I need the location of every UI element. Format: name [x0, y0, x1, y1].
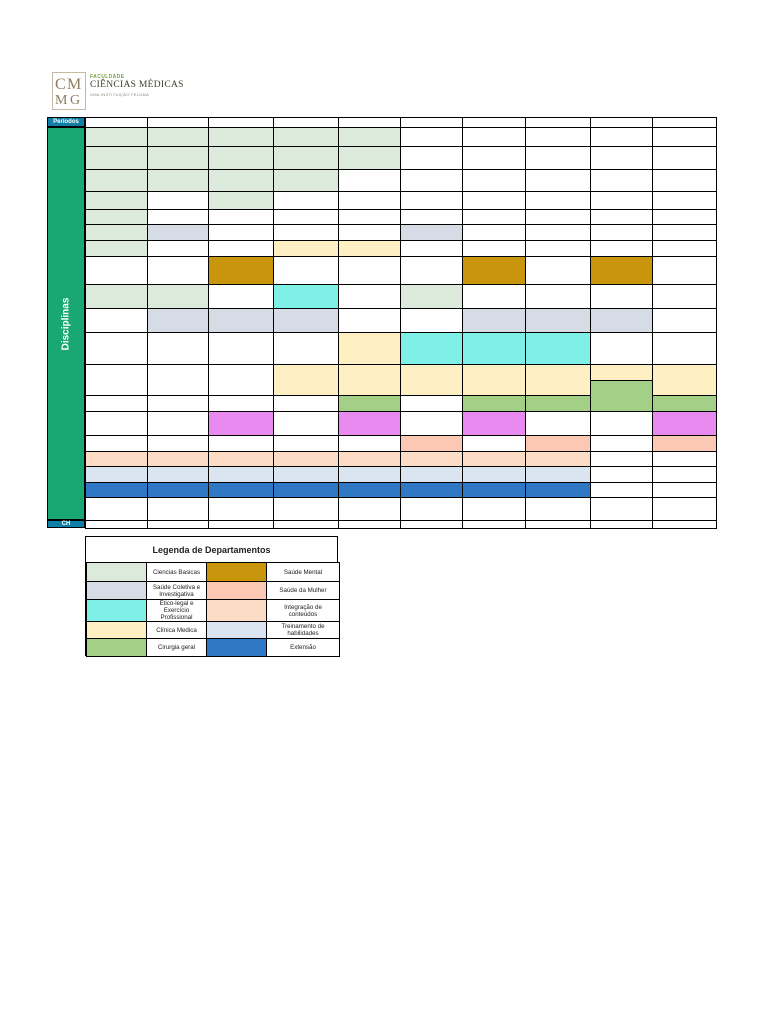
- empty-cell: [652, 284, 717, 309]
- course-r6c1: [85, 224, 148, 241]
- course-r1c1: [85, 127, 148, 147]
- course-r9c4: [273, 284, 339, 309]
- empty-cell: [400, 127, 463, 147]
- empty-cell: [525, 497, 591, 521]
- logo-name: CIÊNCIAS MÉDICAS: [90, 80, 184, 90]
- empty-cell: [590, 209, 653, 225]
- empty-cell: [273, 209, 339, 225]
- empty-cell: [338, 308, 401, 333]
- empty-cell: [652, 127, 717, 147]
- empty-cell: [652, 209, 717, 225]
- course-r18c8: [525, 482, 591, 498]
- course-r17c8: [525, 466, 591, 483]
- empty-cell: [462, 127, 526, 147]
- empty-cell: [652, 466, 717, 483]
- ch-label: CH: [47, 520, 85, 528]
- legend-swatch-integration: [206, 599, 267, 622]
- empty-cell: [462, 284, 526, 309]
- course-r7c1: [85, 240, 148, 257]
- legend-label-training: Treinamento de habilidades: [266, 621, 340, 639]
- empty-cell: [400, 191, 463, 210]
- ch-value-9: [590, 520, 653, 529]
- course-r9c6: [400, 284, 463, 309]
- ch-value-10: [652, 520, 717, 529]
- legend-swatch-extension: [206, 638, 267, 657]
- empty-cell: [590, 466, 653, 483]
- empty-cell: [590, 435, 653, 452]
- course-r16c2: [147, 451, 209, 467]
- empty-cell: [652, 482, 717, 498]
- empty-cell: [462, 435, 526, 452]
- course-r15c6: [400, 435, 463, 452]
- course-r1c5: [338, 127, 401, 147]
- course-r16c6: [400, 451, 463, 467]
- course-r13c5: [338, 395, 401, 412]
- course-r17c7: [462, 466, 526, 483]
- cm-monogram-icon: [52, 72, 86, 110]
- empty-cell: [85, 395, 148, 412]
- course-r17c1: [85, 466, 148, 483]
- course-r18c5: [338, 482, 401, 498]
- empty-cell: [652, 256, 717, 285]
- legend-label-surgery: Cirurgia geral: [146, 638, 207, 657]
- empty-cell: [208, 364, 274, 396]
- empty-cell: [590, 482, 653, 498]
- empty-cell: [273, 435, 339, 452]
- legend-label-basic: Ciencias Basicas: [146, 562, 207, 582]
- course-r1c4: [273, 127, 339, 147]
- empty-cell: [208, 284, 274, 309]
- empty-cell: [525, 256, 591, 285]
- logo-tagline: UMA INSTITUIÇÃO FELUMA: [90, 92, 150, 97]
- course-r8c3: [208, 256, 274, 285]
- empty-cell: [525, 411, 591, 436]
- course-r4c3: [208, 191, 274, 210]
- empty-cell: [338, 435, 401, 452]
- empty-cell: [208, 240, 274, 257]
- empty-cell: [590, 146, 653, 170]
- course-r13c7: [462, 395, 526, 412]
- course-r6c6: [400, 224, 463, 241]
- empty-cell: [462, 224, 526, 241]
- empty-cell: [338, 224, 401, 241]
- course-r19c4: [273, 497, 339, 521]
- ch-value-7: [462, 520, 526, 529]
- empty-cell: [338, 256, 401, 285]
- course-r10c4: [273, 308, 339, 333]
- empty-cell: [208, 209, 274, 225]
- legend-swatch-clinical: [86, 621, 147, 639]
- course-r18c4: [273, 482, 339, 498]
- empty-cell: [147, 191, 209, 210]
- empty-cell: [208, 435, 274, 452]
- empty-cell: [652, 169, 717, 192]
- empty-cell: [147, 395, 209, 412]
- empty-cell: [525, 224, 591, 241]
- empty-cell: [85, 364, 148, 396]
- empty-cell: [147, 256, 209, 285]
- empty-cell: [462, 209, 526, 225]
- course-r3c4: [273, 169, 339, 192]
- svg-text:C: C: [55, 76, 66, 93]
- empty-cell: [338, 209, 401, 225]
- legend-label-ethics: Ético-legal e Exercício Profissional: [146, 599, 207, 622]
- course-r10c8: [525, 308, 591, 333]
- empty-cell: [208, 224, 274, 241]
- empty-cell: [462, 191, 526, 210]
- department-legend: [85, 536, 338, 656]
- empty-cell: [525, 240, 591, 257]
- course-r14c7: [462, 411, 526, 436]
- course-r11c7: [462, 332, 526, 365]
- course-r11c6: [400, 332, 463, 365]
- course-r14c5: [338, 411, 401, 436]
- empty-cell: [652, 146, 717, 170]
- empty-cell: [462, 497, 526, 521]
- svg-text:G: G: [70, 93, 81, 108]
- course-r14c10: [652, 411, 717, 436]
- course-r12c5: [338, 364, 401, 396]
- course-r10c7: [462, 308, 526, 333]
- empty-cell: [525, 284, 591, 309]
- disciplines-band: [47, 127, 85, 520]
- empty-cell: [273, 256, 339, 285]
- legend-label-collective: Saúde Coletiva e Investigativa: [146, 581, 207, 600]
- legend-label-mental: Saúde Mental: [266, 562, 340, 582]
- legend-label-extension: Extensão: [266, 638, 340, 657]
- empty-cell: [590, 411, 653, 436]
- empty-cell: [400, 395, 463, 412]
- empty-cell: [652, 224, 717, 241]
- empty-cell: [273, 332, 339, 365]
- course-r15c10: [652, 435, 717, 452]
- legend-swatch-surgery: [86, 638, 147, 657]
- empty-cell: [400, 308, 463, 333]
- empty-cell: [338, 191, 401, 210]
- ch-value-5: [338, 520, 401, 529]
- empty-cell: [462, 146, 526, 170]
- empty-cell: [400, 169, 463, 192]
- empty-cell: [590, 497, 653, 521]
- course-r7c5: [338, 240, 401, 257]
- empty-cell: [652, 332, 717, 365]
- course-r17c4: [273, 466, 339, 483]
- legend-label-clinical: Clínica Medica: [146, 621, 207, 639]
- empty-cell: [208, 332, 274, 365]
- legend-swatch-basic: [86, 562, 147, 582]
- course-r15c8: [525, 435, 591, 452]
- empty-cell: [652, 240, 717, 257]
- course-r2c2: [147, 146, 209, 170]
- empty-cell: [652, 191, 717, 210]
- course-r14c3: [208, 411, 274, 436]
- empty-cell: [400, 240, 463, 257]
- course-r19c3: [208, 497, 274, 521]
- empty-cell: [147, 364, 209, 396]
- course-r1c3: [208, 127, 274, 147]
- empty-cell: [400, 209, 463, 225]
- empty-cell: [400, 497, 463, 521]
- empty-cell: [273, 224, 339, 241]
- course-r12c4: [273, 364, 339, 396]
- empty-cell: [273, 411, 339, 436]
- ch-value-4: [273, 520, 339, 529]
- course-r10c9: [590, 308, 653, 333]
- course-r16c4: [273, 451, 339, 467]
- empty-cell: [147, 435, 209, 452]
- course-r13c10: [652, 395, 717, 412]
- course-r16c1: [85, 451, 148, 467]
- course-r11c8: [525, 332, 591, 365]
- course-r10c2: [147, 308, 209, 333]
- course-r17c3: [208, 466, 274, 483]
- course-r18c7: [462, 482, 526, 498]
- empty-cell: [590, 169, 653, 192]
- course-r9c1: [85, 284, 148, 309]
- course-r18c1: [85, 482, 148, 498]
- course-r11c5: [338, 332, 401, 365]
- empty-cell: [590, 284, 653, 309]
- empty-cell: [525, 169, 591, 192]
- course-r3c2: [147, 169, 209, 192]
- course-r5c1: [85, 209, 148, 225]
- legend-swatch-ethics: [86, 599, 147, 622]
- course-r17c5: [338, 466, 401, 483]
- course-r18c3: [208, 482, 274, 498]
- empty-cell: [590, 332, 653, 365]
- course-r8c7: [462, 256, 526, 285]
- svg-text:M: M: [55, 93, 68, 108]
- empty-cell: [652, 497, 717, 521]
- course-r18c2: [147, 482, 209, 498]
- course-r2c1: [85, 146, 148, 170]
- empty-cell: [338, 284, 401, 309]
- legend-title: Legenda de Departamentos: [152, 544, 271, 555]
- course-r4c1: [85, 191, 148, 210]
- course-r2c5: [338, 146, 401, 170]
- course-r12c6: [400, 364, 463, 396]
- disciplines-label: Disciplinas: [60, 297, 72, 350]
- empty-cell: [85, 411, 148, 436]
- empty-cell: [85, 256, 148, 285]
- course-r17c6: [400, 466, 463, 483]
- logo-faculty: FACULDADE: [90, 74, 125, 80]
- course-r16c7: [462, 451, 526, 467]
- empty-cell: [525, 146, 591, 170]
- course-r18c6: [400, 482, 463, 498]
- empty-cell: [525, 209, 591, 225]
- course-r12c8: [525, 364, 591, 396]
- empty-cell: [147, 209, 209, 225]
- course-r16c3: [208, 451, 274, 467]
- empty-cell: [590, 191, 653, 210]
- empty-cell: [462, 240, 526, 257]
- faculty-logo: [52, 72, 192, 110]
- empty-cell: [525, 191, 591, 210]
- svg-text:M: M: [67, 76, 82, 93]
- empty-cell: [338, 169, 401, 192]
- legend-swatch-training: [206, 621, 267, 639]
- legend-swatch-woman: [206, 581, 267, 600]
- course-r19c2: [147, 497, 209, 521]
- ch-value-1: [85, 520, 148, 529]
- empty-cell: [590, 224, 653, 241]
- ch-value-6: [400, 520, 463, 529]
- course-r6c2: [147, 224, 209, 241]
- course-r3c3: [208, 169, 274, 192]
- empty-cell: [208, 395, 274, 412]
- empty-cell: [273, 191, 339, 210]
- course-r1c2: [147, 127, 209, 147]
- legend-swatch-mental: [206, 562, 267, 582]
- course-r16c5: [338, 451, 401, 467]
- ch-value-2: [147, 520, 209, 529]
- empty-cell: [590, 240, 653, 257]
- empty-cell: [85, 308, 148, 333]
- empty-cell: [147, 411, 209, 436]
- course-r16c8: [525, 451, 591, 467]
- legend-swatch-collective: [86, 581, 147, 600]
- course-r3c1: [85, 169, 148, 192]
- empty-cell: [652, 308, 717, 333]
- empty-cell: [85, 435, 148, 452]
- empty-cell: [273, 395, 339, 412]
- ch-value-8: [525, 520, 591, 529]
- course-r12c7: [462, 364, 526, 396]
- empty-cell: [147, 240, 209, 257]
- empty-cell: [338, 497, 401, 521]
- course-r8c9: [590, 256, 653, 285]
- course-r10c3: [208, 308, 274, 333]
- empty-cell: [400, 146, 463, 170]
- empty-cell: [85, 332, 148, 365]
- legend-label-integration: Integração de conteúdos: [266, 599, 340, 622]
- course-r2c3: [208, 146, 274, 170]
- course-r17c2: [147, 466, 209, 483]
- course-r13c8: [525, 395, 591, 412]
- course-r2c4: [273, 146, 339, 170]
- empty-cell: [652, 451, 717, 467]
- periods-label: Períodos: [47, 117, 85, 127]
- course-r19c1: [85, 497, 148, 521]
- ch-value-3: [208, 520, 274, 529]
- empty-cell: [525, 127, 591, 147]
- course-r12c10: [652, 364, 717, 396]
- course-r9c2: [147, 284, 209, 309]
- empty-cell: [400, 411, 463, 436]
- course-r12c9b: [590, 380, 653, 412]
- empty-cell: [400, 256, 463, 285]
- empty-cell: [462, 169, 526, 192]
- legend-label-woman: Saúde da Mulher: [266, 581, 340, 600]
- course-r7c4: [273, 240, 339, 257]
- empty-cell: [590, 451, 653, 467]
- empty-cell: [590, 127, 653, 147]
- course-r12c9a: [590, 364, 653, 381]
- empty-cell: [147, 332, 209, 365]
